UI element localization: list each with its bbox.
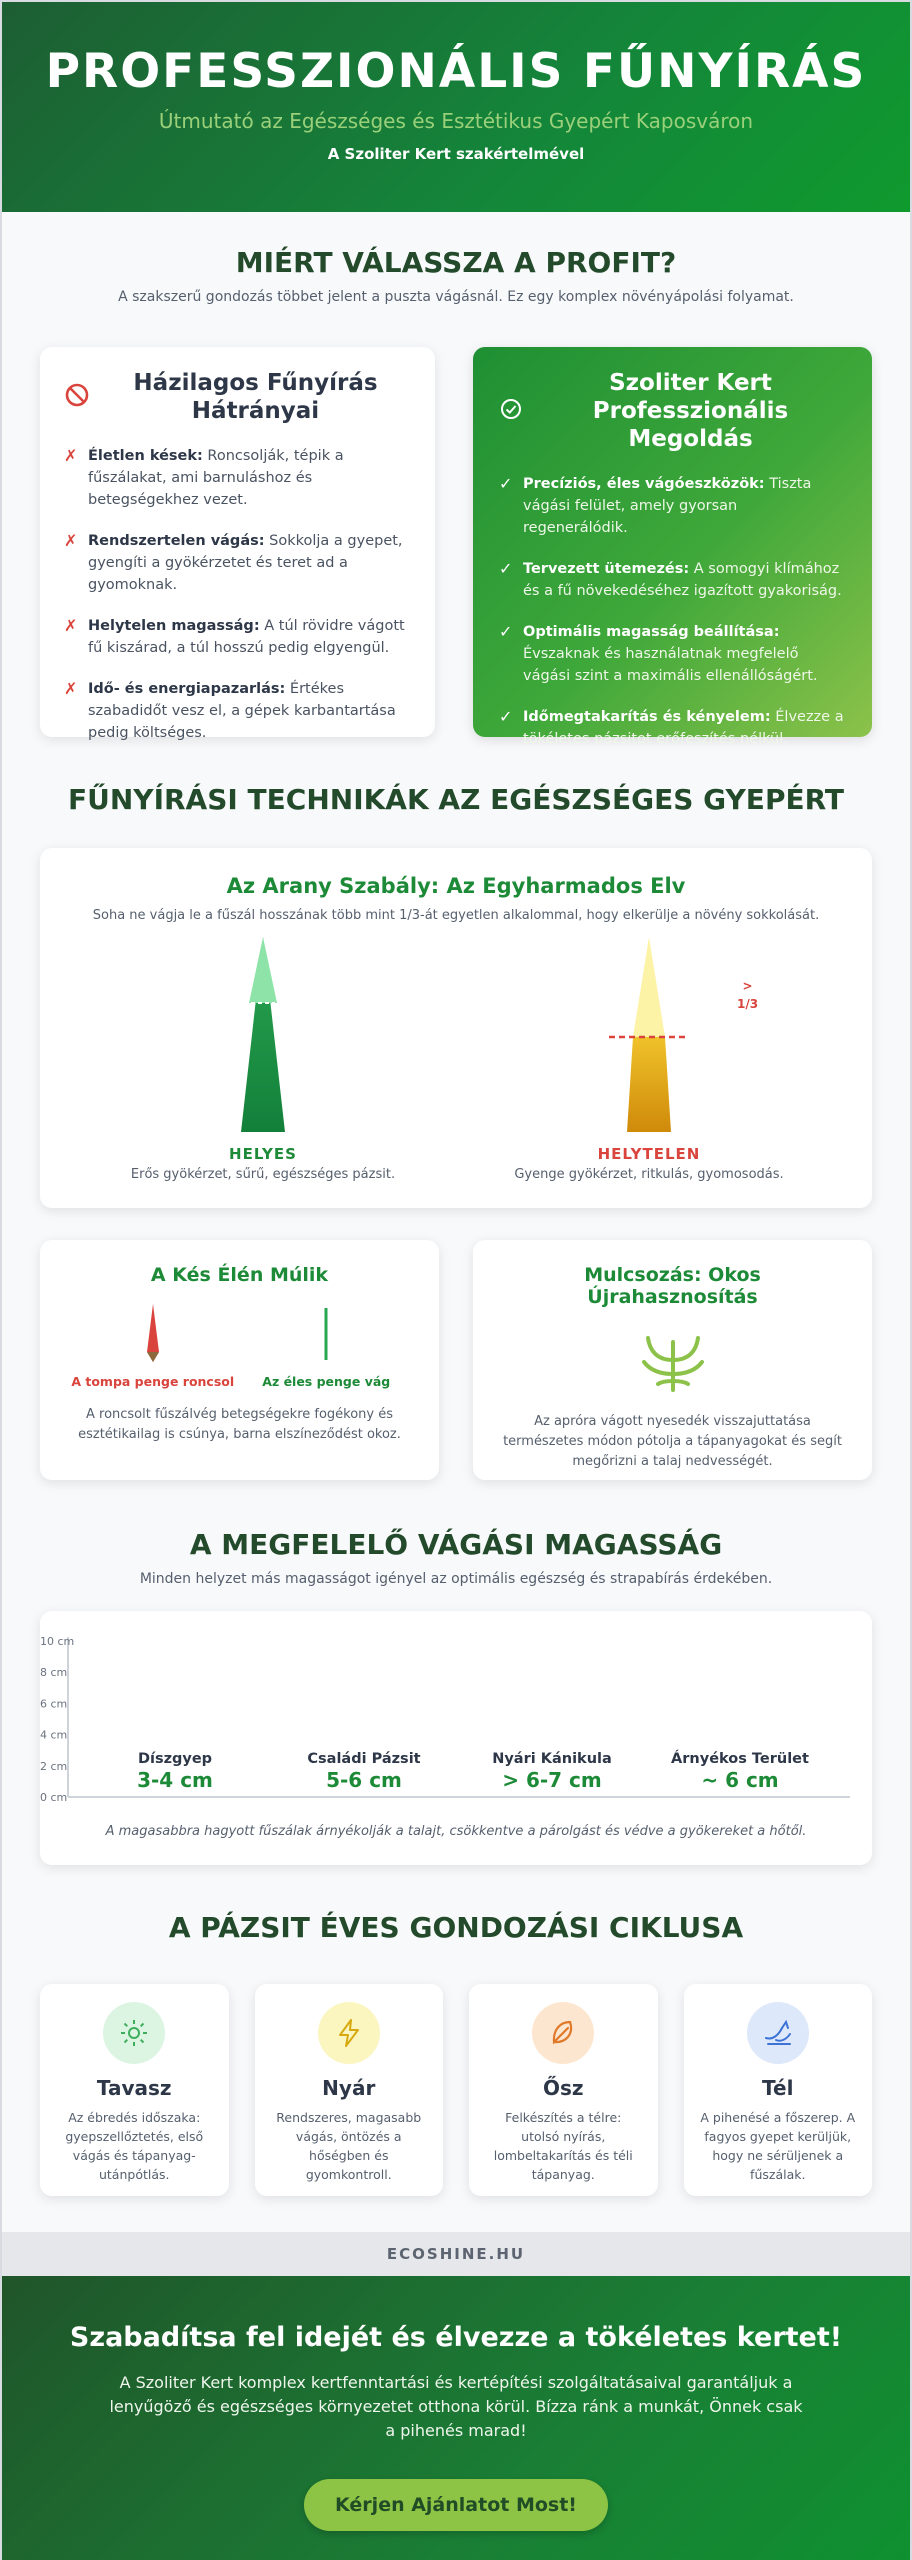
golden-rule-card <box>40 848 872 1208</box>
seasons-title: A PÁZSIT ÉVES GONDOZÁSI CIKLUSA <box>168 1911 744 1944</box>
snowflake-icon <box>762 2018 794 2048</box>
list-item: ✗ Helytelen magasság: A túl rövidre vágott fű kiszárad, a túl hosszú pedig elgyengül. <box>64 615 411 659</box>
domain-bar: ECOSHINE.HU <box>2 2232 910 2276</box>
y-tick-label: 4 cm <box>40 1728 68 1742</box>
season-card-autumn <box>469 1984 658 2196</box>
list-item: ✓ Optimális magasság beállítása: Évszaknak és használatnak megfelelő vágási szint a maximális ellenállóságért. <box>499 621 846 687</box>
footer-text: A Szoliter Kert komplex kertfenntartási és kertépítési szolgáltatásaival garantáljuk a lenyűgöző és egészséges környezetet otthona körül. Bízza ránk a munkát, Önnek csak a pihenés marad! <box>109 2373 803 2440</box>
season-card-summer <box>255 1984 444 2196</box>
check-icon: ✓ <box>499 474 513 493</box>
request-quote-button[interactable]: Kérjen Ajánlatot Most! <box>304 2479 608 2531</box>
season-icon-circle <box>318 2002 380 2064</box>
knife-title: A Kés Élén Múlik <box>150 1264 329 1286</box>
list-item: ✓ Precíziós, éles vágóeszközök: Tiszta vágási felület, amely gyorsan regenerálódik. <box>499 473 846 539</box>
height-desc: Minden helyzet más magasságot igényel az optimális egészség és strapabírás érdekében. <box>139 1571 773 1587</box>
season-card-spring <box>40 1984 229 2196</box>
lightning-icon <box>334 2018 364 2048</box>
list-item: ✗ Rendszertelen vágás: Sokkolja a gyepet, gyengíti a gyökérzetet és teret ad a gyomoknak. <box>64 530 411 596</box>
healthy-grass-illustration <box>203 937 323 1137</box>
dull-blade-example: A tompa penge roncsol <box>68 1304 238 1389</box>
category-label: Családi Pázsit <box>307 1751 421 1767</box>
list-item: ✓ Időmegtakarítás és kényelem: Élvezze a tökéletes pázsitot erőfeszítés nélkül. <box>499 706 846 750</box>
season-name: Tél <box>762 2076 794 2100</box>
page-title: PROFESSZIONÁLIS FŰNYÍRÁS <box>45 44 867 99</box>
diy-title: Házilagos Fűnyírás Hátrányai <box>133 370 378 424</box>
y-tick-label: 6 cm <box>40 1697 68 1711</box>
season-card-winter <box>684 1984 873 2196</box>
hero-header <box>2 2 910 212</box>
ban-icon <box>64 382 100 412</box>
y-tick-label: 8 cm <box>40 1666 68 1680</box>
knife-desc: A roncsolt fűszálvég betegségekre fogékony és esztétikailag is csúnya, barna elszíneződést okoz. <box>78 1407 401 1442</box>
pro-title: Szoliter Kert Professzionális Megoldás <box>592 370 789 452</box>
pro-card <box>473 347 872 747</box>
height-value-label: ~ 6 cm <box>701 1768 779 1792</box>
sharp-blade-example: Az éles penge vág <box>241 1304 411 1389</box>
list-item: ✗ Életlen kések: Roncsolják, tépik a fűszálakat, ami barnuláshoz és betegségekhez vezet. <box>64 445 411 511</box>
bad-label: HELYTELEN <box>597 1145 701 1163</box>
y-tick-label: 0 cm <box>40 1791 68 1804</box>
height-chart-card <box>40 1611 872 1865</box>
check-icon: ✓ <box>499 707 513 726</box>
cut-marker: > 1/3 <box>737 979 759 1011</box>
cross-icon: ✗ <box>64 446 78 465</box>
mulch-title: Mulcsozás: Okos Újrahasznosítás <box>584 1264 761 1308</box>
y-tick-label: 2 cm <box>40 1759 68 1773</box>
why-desc: A szakszerű gondozás többet jelent a puszta vágásnál. Ez egy komplex növényápolási folyamat. <box>118 289 794 305</box>
check-icon: ✓ <box>499 559 513 578</box>
page-tagline: A Szoliter Kert szakértelmével <box>327 145 585 163</box>
diy-list <box>64 445 411 744</box>
techniques-title: FŰNYÍRÁSI TECHNIKÁK AZ EGÉSZSÉGES GYEPÉRT <box>68 783 844 816</box>
season-text: Az ébredés időszaka: gyepszellőztetés, első vágás és tápanyag-utánpótlás. <box>65 2110 204 2182</box>
season-icon-circle <box>532 2002 594 2064</box>
good-desc: Erős gyökérzet, sűrű, egészséges pázsit. <box>130 1167 396 1182</box>
height-value-label: > 6-7 cm <box>502 1768 602 1792</box>
cross-icon: ✗ <box>64 616 78 635</box>
season-text: Rendszeres, magasabb vágás, öntözés a hőségben és gyomkontroll. <box>276 2110 422 2182</box>
seasons-section <box>2 1911 910 2196</box>
footer-title: Szabadítsa fel idejét és élvezze a tökéletes kertet! <box>69 2322 843 2353</box>
cta-footer <box>2 2276 910 2560</box>
page-subtitle: Útmutató az Egészséges és Esztétikus Gyepért Kaposváron <box>158 109 754 133</box>
height-value-label: 5-6 cm <box>326 1768 402 1792</box>
diy-card <box>40 347 435 741</box>
height-title: A MEGFELELŐ VÁGÁSI MAGASSÁG <box>189 1528 723 1561</box>
dull-blade-icon <box>143 1304 163 1364</box>
bad-example <box>499 937 799 1182</box>
height-value-label: 3-4 cm <box>137 1768 213 1792</box>
season-text: A pihenésé a főszerep. A fagyos gyepet kerüljük, hogy ne sérüljenek a fűszálak. <box>700 2110 856 2182</box>
y-tick-label: 10 cm <box>40 1635 75 1648</box>
season-icon-circle <box>747 2002 809 2064</box>
mulch-card <box>473 1240 872 1480</box>
sharp-blade-icon <box>316 1304 336 1364</box>
season-text: Felkészítés a télre: utolsó nyírás, lombeltakarítás és téli tápanyag. <box>493 2110 633 2182</box>
list-item: ✗ Idő- és energiapazarlás: Értékes szabadidőt vesz el, a gépek karbantartása pedig költséges. <box>64 678 411 744</box>
rule-desc: Soha ne vágja le a fűszál hosszának több mint 1/3-át egyetlen alkalommal, hogy elkerülje a növény sokkolását. <box>92 908 820 923</box>
height-note: A magasabbra hagyott fűszálak árnyékolják a talajt, csökkentve a párolgást és védve a gyökereket a hőtől. <box>105 1824 807 1839</box>
check-icon: ✓ <box>499 622 513 641</box>
sun-icon <box>119 2018 149 2048</box>
techniques-section <box>2 783 910 1480</box>
why-title: MIÉRT VÁLASSZA A PROFIT? <box>235 246 677 279</box>
season-name: Tavasz <box>96 2076 172 2100</box>
rule-title: Az Arany Szabály: Az Egyharmados Elv <box>226 874 686 898</box>
category-label: Díszgyep <box>137 1751 213 1767</box>
knife-card <box>40 1240 439 1480</box>
damaged-grass-illustration <box>589 937 709 1137</box>
bad-desc: Gyenge gyökérzet, ritkulás, gyomosodás. <box>514 1167 784 1182</box>
height-chart <box>40 1611 852 1811</box>
cross-icon: ✗ <box>64 531 78 550</box>
season-icon-circle <box>103 2002 165 2064</box>
sprout-icon <box>499 1330 846 1396</box>
good-label: HELYES <box>229 1145 297 1163</box>
pro-list <box>499 473 846 750</box>
category-label: Árnyékos Terület <box>671 1751 809 1767</box>
category-label: Nyári Kánikula <box>492 1751 612 1767</box>
good-example <box>113 937 413 1182</box>
leaf-icon <box>548 2018 578 2048</box>
season-name: Nyár <box>322 2076 376 2100</box>
why-section <box>2 246 910 747</box>
mulch-desc: Az apróra vágott nyesedék visszajuttatása természetes módon pótolja a tápanyagokat és segít megőrizni a talaj nedvességét. <box>503 1414 842 1469</box>
check-circle-icon <box>499 397 535 425</box>
season-name: Ősz <box>542 2076 584 2100</box>
list-item: ✓ Tervezett ütemezés: A somogyi klímához és a fű növekedéséhez igazított gyakoriság. <box>499 558 846 602</box>
height-section <box>2 1528 910 1865</box>
cross-icon: ✗ <box>64 679 78 698</box>
